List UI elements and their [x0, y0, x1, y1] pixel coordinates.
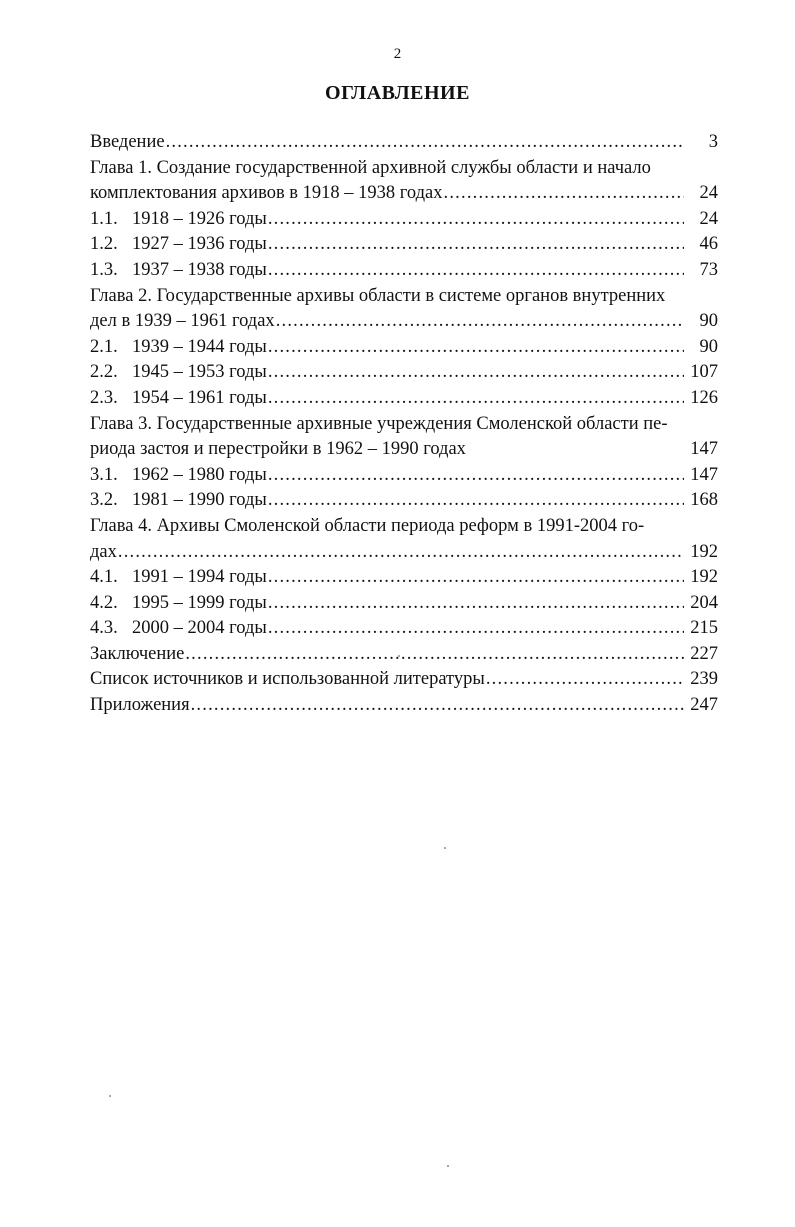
- entry-page: 247: [690, 695, 718, 716]
- toc-line: [90, 667, 718, 693]
- section-number: 4.2.: [90, 592, 118, 613]
- entry-page: 126: [690, 387, 718, 408]
- toc-line: [90, 309, 718, 335]
- scan-speck: [444, 847, 446, 849]
- toc-line: [90, 514, 718, 540]
- table-of-contents: [90, 130, 718, 719]
- entry-title: 1939 – 1944 годы: [132, 336, 267, 357]
- toc-line: [90, 130, 718, 156]
- toc-entry-appendices[interactable]: [90, 693, 718, 719]
- entry-page: 239: [690, 669, 718, 690]
- section-number: 2.3.: [90, 387, 118, 408]
- entry-title-continued: комплектования архивов в 1918 – 1938 годах: [90, 183, 443, 204]
- toc-entry-section-2-2[interactable]: [90, 360, 718, 386]
- entry-title: 1918 – 1926 годы: [132, 208, 267, 229]
- toc-entry-introduction[interactable]: [90, 130, 718, 156]
- entry-title-continued: дах: [90, 541, 117, 562]
- toc-line: [90, 488, 718, 514]
- toc-line: [90, 616, 718, 642]
- entry-page: 227: [690, 643, 718, 664]
- toc-line: [90, 156, 718, 182]
- scan-speck: [398, 655, 400, 657]
- entry-title-continued: риода застоя и перестройки в 1962 – 1990 годах: [90, 439, 466, 460]
- section-number: 2.1.: [90, 336, 118, 357]
- entry-title: 1995 – 1999 годы: [132, 592, 267, 613]
- entry-page: 107: [690, 362, 718, 383]
- toc-line: [90, 386, 718, 412]
- section-number: 3.2.: [90, 490, 118, 511]
- toc-line: [90, 360, 718, 386]
- toc-line: [90, 232, 718, 258]
- entry-page: 168: [690, 490, 718, 511]
- dot-leader: [185, 642, 684, 668]
- section-number: 1.3.: [90, 259, 118, 280]
- toc-entry-section-1-2[interactable]: [90, 232, 718, 258]
- entry-title: Список источников и использованной литературы: [90, 669, 485, 690]
- toc-line: [90, 591, 718, 617]
- toc-entry-section-4-1[interactable]: [90, 565, 718, 591]
- entry-title: 1937 – 1938 годы: [132, 259, 267, 280]
- toc-line: [90, 693, 718, 719]
- entry-title: 2000 – 2004 годы: [132, 618, 267, 639]
- entry-page: 24: [699, 183, 718, 204]
- entry-page: 24: [699, 208, 718, 229]
- toc-line: [90, 335, 718, 361]
- dot-leader: [268, 207, 684, 233]
- toc-entry-chapter-1[interactable]: [90, 156, 718, 207]
- toc-line: [90, 412, 718, 438]
- toc-entry-section-2-1[interactable]: [90, 335, 718, 361]
- toc-entry-section-2-3[interactable]: [90, 386, 718, 412]
- entry-page: 90: [699, 336, 718, 357]
- dot-leader: [444, 181, 684, 207]
- section-number: 4.1.: [90, 567, 118, 588]
- toc-entry-bibliography[interactable]: [90, 667, 718, 693]
- dot-leader: [268, 463, 684, 489]
- dot-leader: [268, 386, 684, 412]
- toc-entry-chapter-4[interactable]: [90, 514, 718, 565]
- entry-title: Глава 2. Государственные архивы области в системе органов внутренних: [90, 285, 666, 306]
- dot-leader: [486, 667, 684, 693]
- section-number: 4.3.: [90, 618, 118, 639]
- entry-page: 3: [708, 132, 718, 152]
- section-number: 3.1.: [90, 464, 118, 485]
- entry-title: Заключение: [90, 643, 185, 664]
- dot-leader: [166, 130, 684, 156]
- toc-line: [90, 565, 718, 591]
- toc-entry-section-1-1[interactable]: [90, 207, 718, 233]
- entry-page: 90: [699, 311, 718, 332]
- dot-leader: [268, 335, 684, 361]
- toc-entry-section-3-1[interactable]: [90, 463, 718, 489]
- dot-leader: [268, 232, 684, 258]
- entry-page: 73: [699, 259, 718, 280]
- dot-leader: [268, 258, 684, 284]
- toc-line: [90, 258, 718, 284]
- dot-leader: [276, 309, 684, 335]
- toc-entry-conclusion[interactable]: [90, 642, 718, 668]
- toc-line: [90, 284, 718, 310]
- entry-title: 1945 – 1953 годы: [132, 362, 267, 383]
- toc-line: [90, 463, 718, 489]
- entry-title-continued: дел в 1939 – 1961 годах: [90, 311, 275, 332]
- entry-title: Глава 3. Государственные архивные учреждения Смоленской области пе-: [90, 413, 668, 434]
- section-number: 2.2.: [90, 362, 118, 383]
- toc-entry-chapter-2[interactable]: [90, 284, 718, 335]
- dot-leader: [268, 360, 684, 386]
- scan-speck: [447, 1165, 449, 1167]
- section-number: 1.1.: [90, 208, 118, 229]
- entry-title: Глава 4. Архивы Смоленской области периода реформ в 1991-2004 го-: [90, 515, 645, 536]
- toc-line: [90, 642, 718, 668]
- dot-leader: [268, 591, 684, 617]
- dot-leader: [118, 540, 684, 566]
- dot-leader: [268, 565, 684, 591]
- dot-leader: [268, 488, 684, 514]
- entry-page: 147: [690, 464, 718, 485]
- toc-line: [90, 540, 718, 566]
- entry-title: 1981 – 1990 годы: [132, 490, 267, 511]
- entry-title: 1991 – 1994 годы: [132, 567, 267, 588]
- page-number: 2: [393, 46, 402, 62]
- entry-title: 1954 – 1961 годы: [132, 387, 267, 408]
- toc-entry-section-4-3[interactable]: [90, 616, 718, 642]
- entry-page: 46: [699, 234, 718, 255]
- toc-line: [90, 181, 718, 207]
- entry-title: 1927 – 1936 годы: [132, 234, 267, 255]
- entry-page: 192: [690, 541, 718, 562]
- entry-page: 147: [690, 439, 718, 460]
- toc-entry-section-3-2[interactable]: [90, 488, 718, 514]
- entry-title: Глава 1. Создание государственной архивной службы области и начало: [90, 157, 651, 178]
- entry-page: 204: [690, 592, 718, 613]
- section-number: 1.2.: [90, 234, 118, 255]
- entry-page: 215: [690, 618, 718, 639]
- toc-line: [90, 437, 718, 463]
- toc-entry-section-1-3[interactable]: [90, 258, 718, 284]
- toc-line: [90, 207, 718, 233]
- entry-title: Введение: [90, 132, 165, 152]
- toc-entry-chapter-3[interactable]: [90, 412, 718, 463]
- dot-leader: [191, 693, 684, 719]
- entry-page: 192: [690, 567, 718, 588]
- entry-title: 1962 – 1980 годы: [132, 464, 267, 485]
- toc-entry-section-4-2[interactable]: [90, 591, 718, 617]
- dot-leader: [268, 616, 684, 642]
- scan-speck: [109, 1095, 111, 1097]
- entry-title: Приложения: [90, 695, 190, 716]
- page-title: ОГЛАВЛЕНИЕ: [325, 82, 470, 104]
